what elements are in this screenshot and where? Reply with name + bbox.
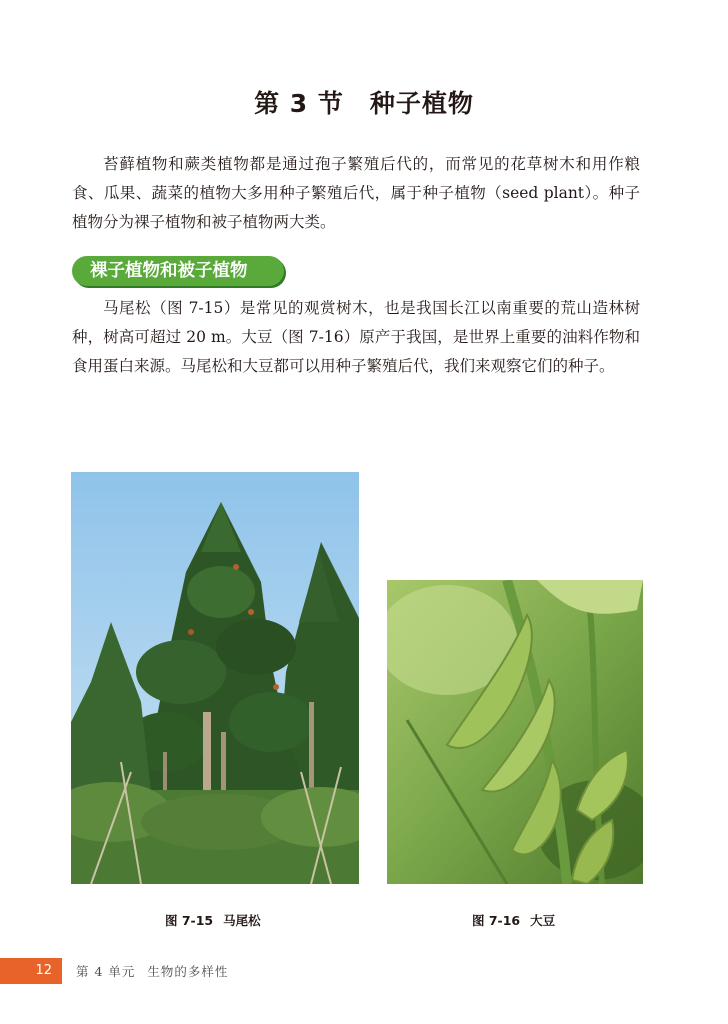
footer-unit: 第 4 单元	[76, 964, 136, 979]
page-number: 12	[0, 958, 62, 984]
figure-caption-pine	[165, 911, 261, 929]
footer-unit-title	[76, 962, 228, 980]
footer-unit-name: 生物的多样性	[147, 964, 229, 979]
intro-paragraph: 苔藓植物和蕨类植物都是通过孢子繁殖后代的，而常见的花草树木和用作粮食、瓜果、蔬菜的植物大多用种子繁殖后代，属于种子植物（seed plant）。种子植物分为裸子植物和被子植物两大类。	[72, 155, 640, 231]
subsection-heading: 裸子植物和被子植物	[72, 256, 284, 286]
pine-tree-photo	[71, 472, 359, 884]
figure-label: 图 7-15	[165, 913, 214, 928]
figure-caption-text: 大豆	[530, 913, 556, 928]
soybean-photo	[387, 580, 643, 884]
body-paragraph: 马尾松（图 7-15）是常见的观赏树木，也是我国长江以南重要的荒山造林树种，树高可超过 20 m。大豆（图 7-16）原产于我国，是世界上重要的油料作物和食用蛋白来源。马尾松和大豆都可以用种子繁殖后代，我们来观察它们的种子。	[72, 299, 640, 375]
section-name: 种子植物	[369, 89, 474, 118]
figure-label: 图 7-16	[472, 913, 521, 928]
figure-caption-text: 马尾松	[223, 913, 261, 928]
section-title	[0, 84, 728, 120]
figure-caption-soybean	[472, 911, 555, 929]
section-number: 第 3 节	[254, 89, 344, 118]
